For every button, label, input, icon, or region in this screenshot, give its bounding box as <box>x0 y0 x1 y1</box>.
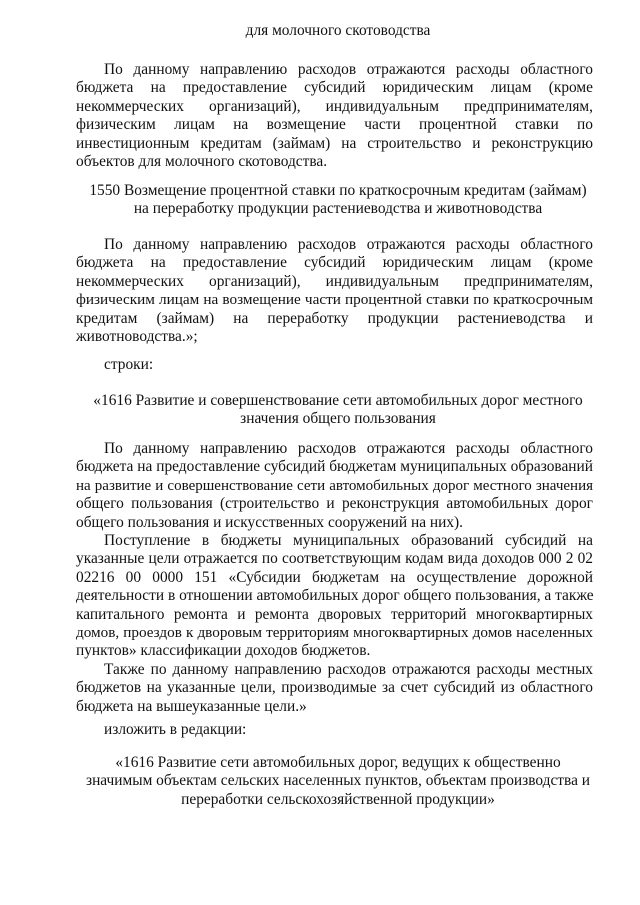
paragraph-4 <box>76 532 593 661</box>
paragraph-3 <box>76 440 593 532</box>
paragraph-line: пунктов» классификации доходов бюджетов. <box>76 642 371 660</box>
paragraph-line: По данному направлению расходов отражаются расходы областного <box>104 61 593 78</box>
paragraph-line: некоммерческих организаций), индивидуальным предпринимателям, <box>76 97 593 115</box>
top-heading: для молочного скотоводства <box>245 22 431 39</box>
heading-line: «1616 Развитие и совершенствование сети автомобильных дорог местного <box>93 392 583 409</box>
paragraph-line: По данному направлению расходов отражаются расходы областного <box>104 440 593 457</box>
paragraph-line: Также по данному направлению расходов отражаются расходы местных <box>104 661 593 678</box>
lines-label: строки: <box>104 356 154 373</box>
edit-label: изложить в редакции: <box>104 721 247 738</box>
paragraph-line: домов, проездов к дворовым территориям многоквартирных домов населенных <box>76 623 593 641</box>
paragraph-line: животноводства.»; <box>76 327 198 345</box>
paragraph-line: бюджета на предоставление субсидий юридическим лицам (кроме <box>76 79 593 97</box>
paragraph-line: указанные цели отражается по соответствующим кодам вида доходов 000 2 02 <box>76 550 593 568</box>
paragraph-line: физическим лицам на возмещение части процентной ставки по <box>76 116 593 134</box>
heading-line: «1616 Развитие сети автомобильных дорог, ведущих к общественно <box>115 754 561 771</box>
paragraph-line: общего пользования и искусственных сооружений на них). <box>76 513 464 531</box>
heading-line: значения общего пользования <box>240 410 436 428</box>
heading-line: переработки сельскохозяйственной продукции» <box>181 790 495 808</box>
paragraph-line: инвестиционным кредитам (займам) на строительство и реконструкцию <box>76 134 593 152</box>
paragraph-line: бюджета на вышеуказанные цели.» <box>76 697 307 715</box>
paragraph-line: бюджетов на указанные цели, производимые за счет субсидий из областного <box>76 679 593 697</box>
paragraph-line: объектов для молочного скотоводства. <box>76 152 328 170</box>
paragraph-line: По данному направлению расходов отражаются расходы областного <box>104 236 593 253</box>
paragraph-line: общего пользования (строительство и реконструкция автомобильных дорог <box>76 495 593 513</box>
paragraph-line: на развитие и совершенствование сети автомобильных дорог местного значения <box>76 477 593 494</box>
heading-line: значимым объектам сельских населенных пунктов, объектам производства и <box>85 772 591 790</box>
heading-line: 1550 Возмещение процентной ставки по краткосрочным кредитам (займам) <box>89 182 587 199</box>
paragraph-line: деятельности в отношении автомобильных дорог общего пользования, а также <box>76 587 594 605</box>
heading-line: на переработку продукции растениеводства и животноводства <box>133 200 543 218</box>
paragraph-line: капитального ремонта и ремонта дворовых территорий многоквартирных <box>76 605 593 623</box>
section-heading-1550 <box>72 182 604 219</box>
paragraph-line: 02216 00 0000 151 «Субсидии бюджетам на осуществление дорожной <box>76 568 593 586</box>
section-heading-1616-new <box>72 754 604 809</box>
paragraph-line: некоммерческих организаций), индивидуальным предпринимателям, <box>76 272 593 290</box>
section-heading-1616-old <box>72 392 604 429</box>
paragraph-line: бюджета на предоставление субсидий юридическим лицам (кроме <box>76 254 593 272</box>
paragraph-line: Поступление в бюджеты муниципальных образований субсидий на <box>104 532 593 549</box>
paragraph-2 <box>76 236 593 346</box>
paragraph-line: физическим лицам на возмещение части процентной ставки по краткосрочным <box>76 291 593 309</box>
paragraph-5 <box>76 661 593 716</box>
paragraph-line: кредитам (займам) на переработку продукции растениеводства и <box>76 309 593 327</box>
paragraph-line: бюджета на предоставление субсидий бюджетам муниципальных образований <box>76 458 593 476</box>
paragraph-1 <box>76 61 593 171</box>
